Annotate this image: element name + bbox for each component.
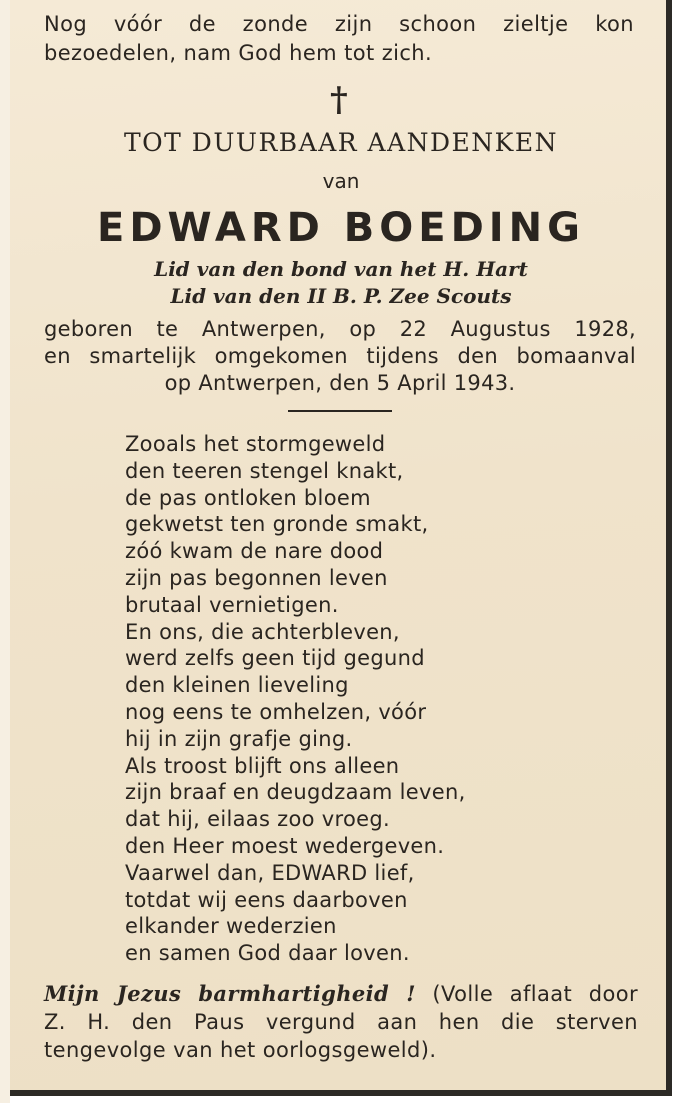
cross-icon: †: [330, 80, 348, 120]
deceased-name: EDWARD BOEDING: [97, 205, 585, 251]
poem-line: Vaarwel dan, EDWARD lief,: [125, 860, 415, 885]
poem-line: Zooals het stormgeweld: [125, 432, 386, 456]
poem-line: zóó kwam de nare dood: [125, 539, 384, 564]
intro-line-2: bezoedelen, nam God hem tot zich.: [44, 41, 433, 65]
prayer-text: Mijn Jezus barmhartigheid !: [44, 981, 416, 1006]
divider: [288, 410, 392, 412]
memorial-card: [10, 0, 672, 1096]
closing-line-3: tengevolge van het oorlogsgeweld).: [44, 1038, 437, 1062]
poem-line: Als troost blijft ons alleen: [125, 753, 400, 778]
poem-line: en samen God daar loven.: [125, 941, 410, 966]
death-line: en smartelijk omgekomen tijdens den bomaanval: [44, 344, 636, 368]
poem-line: hij in zijn grafje ging.: [125, 726, 353, 751]
intro-line-1: Nog vóór de zonde zijn schoon zieltje kon: [44, 12, 634, 36]
membership-line-1: Lid van den bond van het H. Hart: [154, 257, 528, 281]
poem: [125, 431, 466, 967]
poem-line: brutaal vernietigen.: [125, 592, 339, 617]
poem-line: den teeren stengel knakt,: [125, 458, 404, 483]
closing-line-2: Z. H. den Paus vergund aan hen die sterven: [44, 1010, 638, 1034]
memorial-title: TOT DUURBAAR AANDENKEN: [123, 128, 558, 157]
card-left-edge: [0, 0, 10, 1103]
poem-line: elkander wederzien: [125, 914, 337, 939]
intro-text: [44, 10, 634, 68]
poem-line: zijn braaf en deugdzaam leven,: [125, 780, 466, 805]
closing-text: [44, 980, 638, 1064]
poem-line: werd zelfs geen tijd gegund: [125, 646, 425, 671]
death-date-line: op Antwerpen, den 5 April 1943.: [164, 371, 516, 395]
birth-death-text: [44, 316, 636, 397]
poem-line: En ons, die achterbleven,: [125, 619, 400, 644]
poem-line: de pas ontloken bloem: [125, 485, 371, 510]
indulgence-text: (Volle aflaat door: [432, 982, 638, 1006]
closing-line-1: [44, 980, 638, 1008]
poem-line: totdat wij eens daarboven: [125, 887, 408, 912]
van-label: van: [322, 169, 360, 193]
birth-line: geboren te Antwerpen, op 22 Augustus 1928,: [44, 317, 636, 341]
poem-line: zijn pas begonnen leven: [125, 565, 388, 590]
poem-line: den kleinen lieveling: [125, 673, 349, 698]
poem-line: den Heer moest wedergeven.: [125, 833, 445, 858]
poem-line: nog eens te omhelzen, vóór: [125, 699, 427, 724]
membership-line-2: Lid van den II B. P. Zee Scouts: [170, 284, 512, 308]
poem-line: dat hij, eilaas zoo vroeg.: [125, 807, 390, 832]
poem-line: gekwetst ten gronde smakt,: [125, 512, 429, 537]
